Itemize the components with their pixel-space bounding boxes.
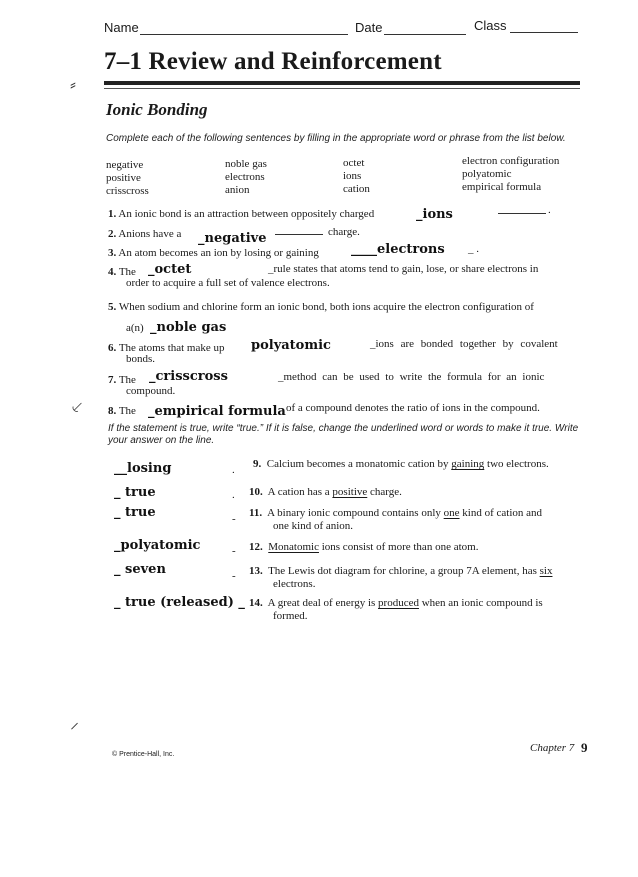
question-text-line2: compound.	[126, 385, 176, 397]
copyright: © Prentice-Hall, Inc.	[112, 751, 175, 758]
tf-question-9: 9. Calcium becomes a monatomic cation by gaining two electrons.	[253, 458, 549, 470]
tf-dash: -	[232, 545, 236, 557]
tf-question-14: 14. A great deal of energy is produced when an ionic compound is formed.	[249, 597, 543, 622]
word-bank-item: electron configuration	[462, 155, 560, 167]
answer-q4[interactable]: _octet	[148, 262, 192, 277]
page-title: 7–1 Review and Reinforcement	[104, 48, 442, 75]
tf-answer-13[interactable]: _ seven	[114, 562, 166, 577]
word-bank-col-4	[462, 155, 559, 194]
question-4: 4. The	[108, 266, 136, 278]
question-end-punct: .	[548, 204, 551, 216]
date-label: Date	[355, 20, 383, 35]
question-7: 7. The	[108, 374, 136, 386]
tf-question-13: 13. The Lewis dot diagram for chlorine, a group 7A element, has six electrons.	[249, 565, 553, 590]
question-2: 2. Anions have a	[108, 228, 182, 240]
word-bank-item: electrons	[225, 171, 265, 183]
question-text: of a compound denotes the ratio of ions in the compound.	[286, 402, 540, 414]
date-field-line[interactable]	[384, 34, 466, 35]
answer-q7[interactable]: _crisscross	[149, 369, 228, 384]
tf-dash: -	[232, 513, 236, 525]
tf-question-11: 11. A binary ionic compound contains only one kind of cation and one kind of anion.	[249, 507, 543, 532]
word-bank-item: negative	[106, 159, 144, 171]
question-text: _ions are bonded together by covalent	[370, 338, 558, 350]
tf-dash: .	[232, 489, 235, 501]
question-8: 8. The	[108, 405, 136, 417]
tf-answer-14[interactable]: _ true (released) _	[114, 595, 245, 610]
answer-q3[interactable]: ____electrons	[351, 242, 445, 257]
question-text-line2: a(n)	[126, 322, 144, 334]
answer-q2[interactable]: _negative	[198, 231, 267, 246]
question-3: 3. An atom becomes an ion by losing or gaining	[108, 247, 319, 259]
word-bank-col-1	[106, 159, 149, 198]
question-end-punct: _ .	[468, 243, 479, 255]
word-bank-col-2	[225, 158, 267, 197]
class-field-line[interactable]	[510, 32, 578, 33]
question-text: _method can be used to write the formula for an ionic	[278, 371, 545, 383]
word-bank-item: ions	[343, 170, 362, 182]
word-bank-item: polyatomic	[462, 168, 512, 180]
word-bank-item: crisscross	[106, 185, 149, 197]
title-rule-thin	[104, 88, 580, 89]
tf-dash: .	[232, 464, 235, 476]
class-label: Class	[474, 18, 507, 33]
tf-question-10: 10. A cation has a positive charge.	[249, 486, 402, 498]
name-field-line[interactable]	[140, 34, 348, 35]
word-bank-item: empirical formula	[462, 181, 542, 193]
page-number: 9	[581, 740, 588, 755]
section-subtitle: Ionic Bonding	[106, 100, 208, 119]
question-text-line2: bonds.	[126, 353, 156, 365]
instructions-fill-in: Complete each of the following sentences by filling in the appropriate word or phrase from the list below.	[106, 133, 566, 144]
question-1	[108, 208, 374, 221]
question-text: charge.	[328, 226, 360, 238]
word-bank-item: noble gas	[225, 158, 267, 170]
binder-mark-icon: ⸔	[70, 397, 84, 417]
question-text-line2: order to acquire a full set of valence electrons.	[126, 277, 330, 289]
binder-mark-icon: ⸝	[70, 712, 79, 732]
question-text: An ionic bond is an attraction between oppositely charged	[118, 208, 375, 220]
answer-line	[275, 234, 323, 235]
answer-q1[interactable]: _ions	[416, 207, 453, 222]
word-bank-item: octet	[343, 157, 365, 169]
question-6: 6. The atoms that make up	[108, 342, 225, 354]
question-text: _rule states that atoms tend to gain, lose, or share electrons in	[268, 263, 539, 275]
answer-q5[interactable]: _noble gas	[150, 320, 227, 335]
word-bank-item: anion	[225, 184, 250, 196]
word-bank-item: cation	[343, 183, 370, 195]
tf-question-12: 12. Monatomic ions consist of more than one atom.	[249, 541, 479, 553]
name-label: Name	[104, 20, 139, 35]
chapter-label: Chapter 7	[530, 742, 575, 754]
answer-q6[interactable]: polyatomic	[251, 338, 331, 353]
word-bank-item: positive	[106, 172, 141, 184]
word-bank-col-3	[343, 157, 370, 196]
tf-answer-9[interactable]: __losing	[114, 461, 172, 476]
binder-mark-icon: ⸗	[70, 74, 76, 94]
tf-answer-11[interactable]: _ true	[114, 505, 156, 520]
title-rule-thick	[104, 81, 580, 85]
question-number: 1.	[108, 208, 117, 220]
instructions-true-false: If the statement is true, write “true.” If it is false, change the underlined word or words to make it true. Write your answer on the line.	[108, 423, 579, 446]
tf-dash: -	[232, 570, 236, 582]
answer-line	[498, 213, 546, 214]
answer-q8[interactable]: _empirical formula	[148, 404, 286, 419]
question-5: 5. When sodium and chlorine form an ionic bond, both ions acquire the electron configuration of	[108, 301, 534, 313]
tf-answer-10[interactable]: _ true	[114, 485, 156, 500]
tf-answer-12[interactable]: _polyatomic	[114, 538, 201, 553]
